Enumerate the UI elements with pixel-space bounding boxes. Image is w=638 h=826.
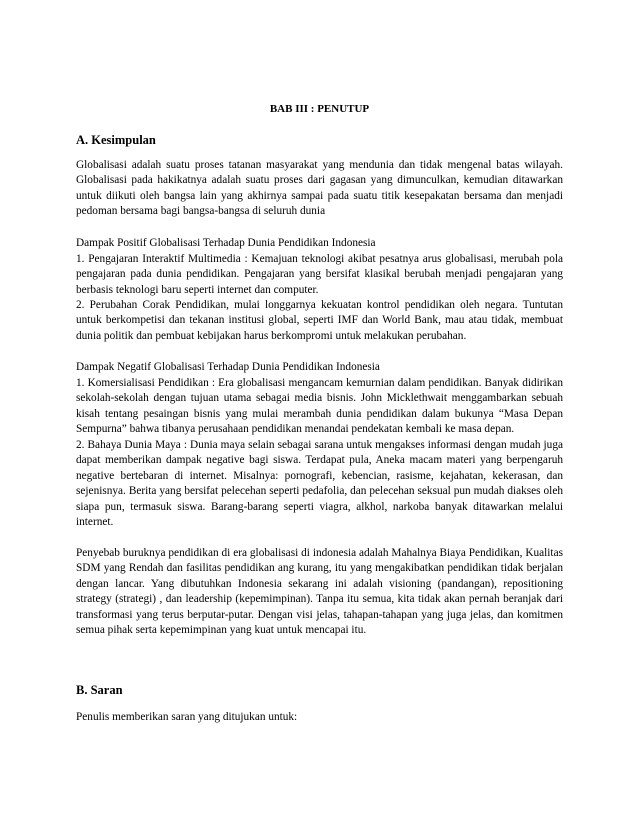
positive-impact-heading: Dampak Positif Globalisasi Terhadap Dunia Pendidikan Indonesia <box>76 237 376 249</box>
section-a-heading: A. Kesimpulan <box>76 133 156 147</box>
saran-paragraph: Penulis memberikan saran yang ditujukan untuk: <box>76 711 298 723</box>
section-b-heading: B. Saran <box>76 683 123 697</box>
negative-impact-heading: Dampak Negatif Globalisasi Terhadap Dunia Pendidikan Indonesia <box>76 361 380 373</box>
cause-paragraph: Penyebab buruknya pendidikan di era globalisasi di indonesia adalah Mahalnya Biaya Pendidikan, Kualitas SDM yang Rendah dan fasilitas pendidikan ang kurang, itu yang mengakibatkan pendidikan tidak berjalan dengan lancar. Yang dibutuhkan Indonesia sekarang ini adalah visioning (pandangan), repositioning strategy (strategi) , dan leadership (kepemimpinan). Tanpa itu semua, kita tidak akan pernah beranjak dari transformasi yang terus berputar-putar. Dengan visi jelas, tahapan-tahapan yang juga jelas, dan komitmen semua pihak serta kepemimpinan yang kuat untuk mencapai itu. <box>76 547 563 637</box>
negative-impact-item-2: 2. Bahaya Dunia Maya : Dunia maya selain sebagai sarana untuk mengakses informasi dengan mudah juga dapat memberikan dampak negative bagi siswa. Terdapat pula, Aneka macam materi yang berpengaruh negative bertebaran di internet. Misalnya: pornografi, kebencian, rasisme, kejahatan, kekerasan, dan sejenisnya. Berita yang bersifat pelecehan seperti pedafolia, dan pelecehan seksual pun mudah diakses oleh siapa pun, termasuk siswa. Barang-barang seperti viagra, alkhol, narkoba banyak ditawarkan melalui internet. <box>76 439 563 529</box>
positive-impact-item-1: 1. Pengajaran Interaktif Multimedia : Kemajuan teknologi akibat pesatnya arus globalisasi, merubah pola pengajaran pada dunia pendidikan. Pengajaran yang bersifat klasikal berubah menjadi pengajaran yang berbasis teknologi baru seperti internet dan computer. <box>76 253 563 296</box>
page-title: BAB III : PENUTUP <box>269 103 370 115</box>
kesimpulan-paragraph: Globalisasi adalah suatu proses tatanan masyarakat yang mendunia dan tidak mengenal batas wilayah. Globalisasi pada hakikatnya adalah suatu proses dari gagasan yang dimunculkan, kemudian ditawarkan untuk diikuti oleh bangsa lain yang akhirnya sampai pada suatu titik kesepakatan bersama dan menjadi pedoman bersama bagi bangsa-bangsa di seluruh dunia <box>76 159 563 218</box>
negative-impact-item-1: 1. Komersialisasi Pendidikan : Era globalisasi mengancam kemurnian dalam pendidikan. Banyak didirikan sekolah-sekolah dengan tujuan utama sebagai media bisnis. John Micklethwait menggambarkan sebuah kisah tentang pesaingan bisnis yang mulai merambah dunia pendidikan dalam bukunya “Masa Depan Sempurna” bahwa tibanya perusahaan pendidikan menandai pendekatan kembali ke masa depan. <box>76 377 563 436</box>
positive-impact-item-2: 2. Perubahan Corak Pendidikan, mulai longgarnya kekuatan kontrol pendidikan oleh negara. Tuntutan untuk berkompetisi dan tekanan institusi global, seperti IMF dan World Bank, mau atau tidak, membuat dunia politik dan pembuat kebijakan harus berkompromi untuk melakukan perubahan. <box>76 299 563 342</box>
